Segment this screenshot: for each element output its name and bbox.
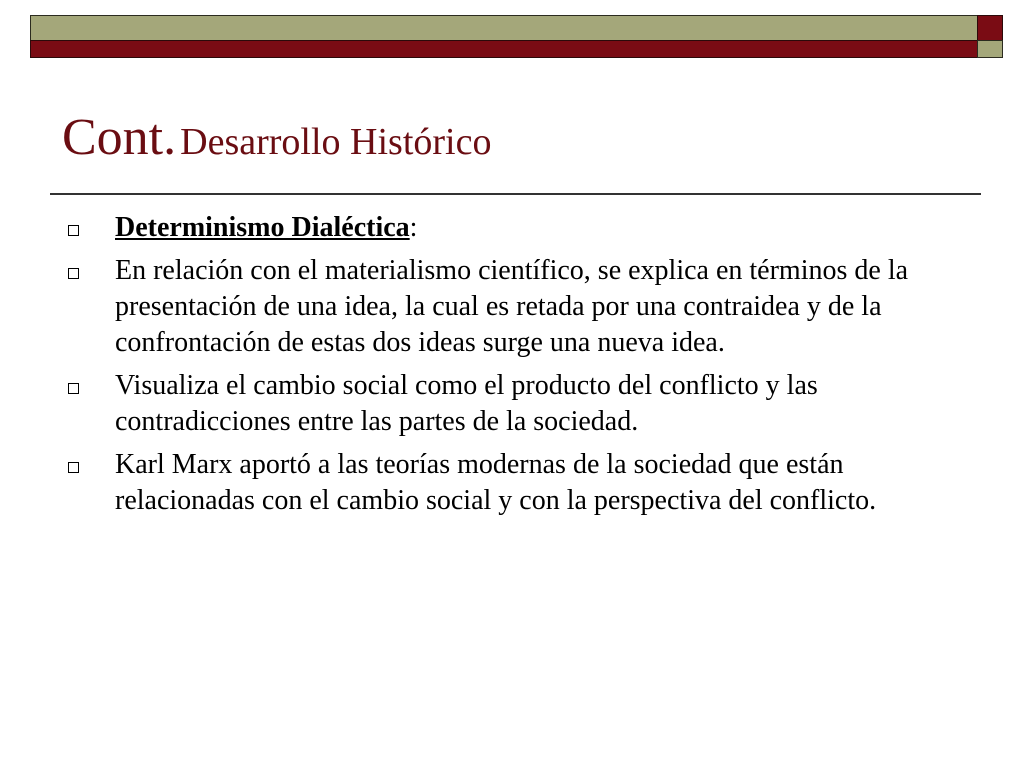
bullet-text: En relación con el materialismo científico, se explica en términos de la presentación de una idea, la cual es retada por una contraidea y de la confrontación de estas dos ideas surge una nueva idea. — [115, 255, 909, 358]
bullet-item — [68, 447, 968, 519]
square-bullet-icon — [68, 268, 79, 279]
title-main: Cont. — [62, 109, 177, 166]
square-bullet-icon — [68, 383, 79, 394]
header-banner-olive-bar — [30, 15, 978, 41]
bullet-heading-suffix: : — [409, 212, 418, 243]
bullet-list — [68, 210, 968, 526]
slide-title — [62, 109, 492, 166]
bullet-item — [68, 210, 968, 246]
bullet-text: Karl Marx aportó a las teorías modernas de la sociedad que están relacionadas con el cambio social y con la perspectiva del conflicto. — [115, 449, 877, 516]
header-corner-olive-square — [977, 40, 1003, 58]
bullet-item — [68, 368, 968, 440]
title-divider — [50, 193, 981, 195]
header-corner-maroon-square — [977, 15, 1003, 41]
title-subtitle: Desarrollo Histórico — [180, 121, 492, 163]
header-banner-maroon-bar — [30, 40, 978, 58]
bullet-text: Visualiza el cambio social como el producto del conflicto y las contradicciones entre las partes de la sociedad. — [115, 370, 818, 437]
bullet-heading: Determinismo Dialéctica — [115, 212, 410, 243]
bullet-item — [68, 253, 968, 361]
square-bullet-icon — [68, 225, 79, 236]
square-bullet-icon — [68, 462, 79, 473]
